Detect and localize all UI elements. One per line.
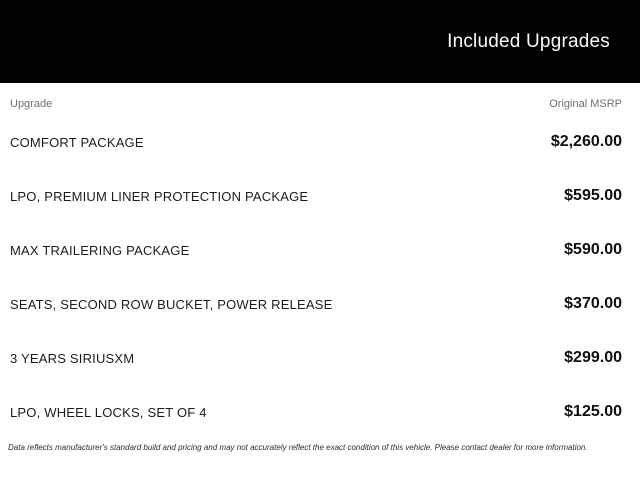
upgrade-price: $590.00 (564, 241, 622, 258)
table-row (10, 277, 622, 331)
upgrade-price: $125.00 (564, 403, 622, 420)
upgrade-name: LPO, WHEEL LOCKS, SET OF 4 (10, 404, 207, 420)
table-row (10, 169, 622, 223)
table-row (10, 115, 622, 169)
table-column-headers (10, 98, 622, 110)
upgrade-name: LPO, PREMIUM LINER PROTECTION PACKAGE (10, 188, 309, 204)
table-rows (10, 115, 622, 439)
upgrade-price: $2,260.00 (550, 133, 622, 150)
table-row (10, 385, 622, 439)
upgrade-name: MAX TRAILERING PACKAGE (10, 242, 190, 258)
table-row (10, 223, 622, 277)
included-upgrades-header (0, 0, 640, 83)
upgrade-name: 3 YEARS SIRIUSXM (10, 350, 135, 366)
upgrades-table (0, 98, 640, 439)
upgrade-price: $370.00 (564, 295, 622, 312)
table-row (10, 331, 622, 385)
data-disclaimer: Data reflects manufacturer's standard build and pricing and may not accurately reflect the exact condition of this vehicle. Please contact dealer for more information. (8, 443, 588, 452)
column-header-upgrade: Upgrade (10, 98, 53, 110)
upgrade-name: COMFORT PACKAGE (10, 134, 144, 150)
upgrade-price: $299.00 (564, 349, 622, 366)
page-title: Included Upgrades (447, 30, 610, 52)
upgrade-price: $595.00 (564, 187, 622, 204)
upgrade-name: SEATS, SECOND ROW BUCKET, POWER RELEASE (10, 296, 333, 312)
column-header-original-msrp: Original MSRP (549, 98, 622, 110)
